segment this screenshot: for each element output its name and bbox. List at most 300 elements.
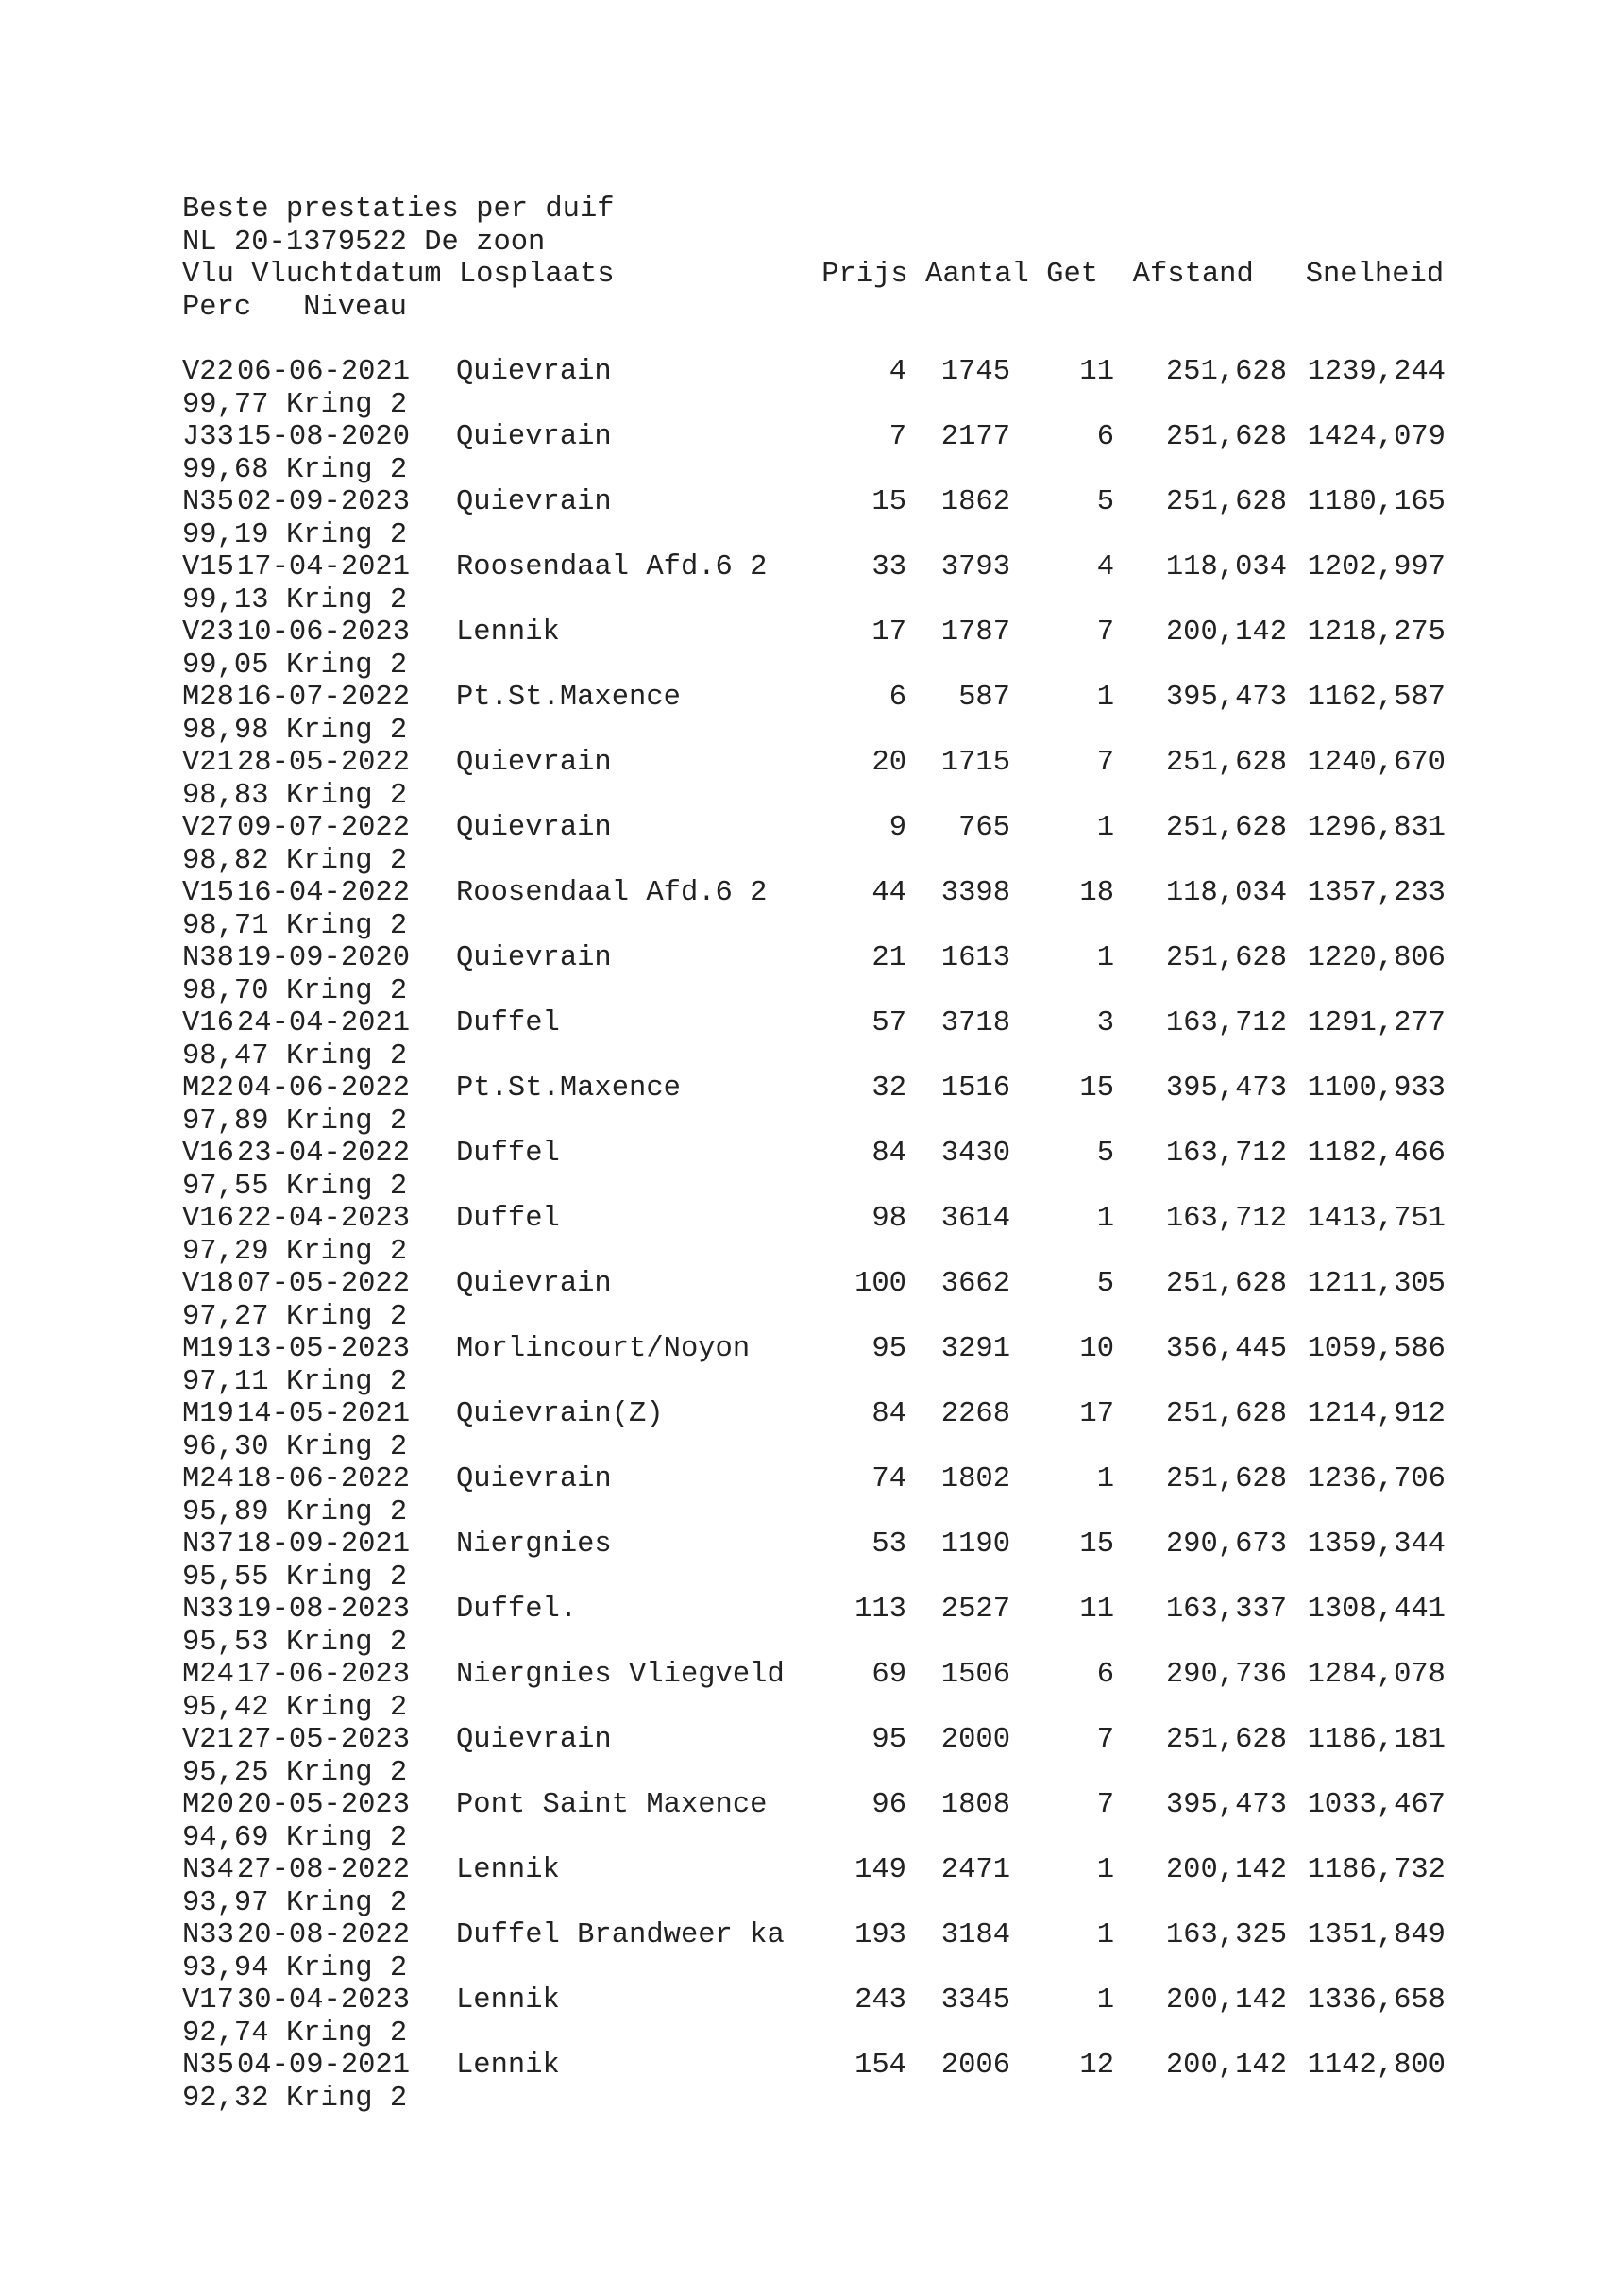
cell-niveau: Kring 2: [286, 974, 408, 1007]
cell-vlu: V22: [182, 356, 234, 388]
cell-afstand: 251,628: [1165, 1398, 1287, 1430]
cell-afstand: 251,628: [1165, 356, 1287, 388]
table-row: [182, 942, 1504, 1007]
cell-afstand: 251,628: [1165, 1268, 1287, 1300]
cell-aantal: 2471: [940, 1854, 1010, 1886]
cell-vlu: N37: [182, 1528, 234, 1561]
cell-snelheid: 1100,933: [1307, 1072, 1446, 1105]
cell-get: 17: [1079, 1398, 1114, 1430]
cell-niveau: Kring 2: [286, 1951, 408, 1984]
cell-afstand: 290,736: [1165, 1659, 1287, 1691]
cell-losplaats: Quievrain: [456, 356, 612, 388]
cell-prijs: 69: [871, 1659, 906, 1691]
cell-date: 06-06-2021: [237, 356, 411, 388]
cell-date: 16-04-2022: [237, 877, 411, 909]
cell-niveau: Kring 2: [286, 1691, 408, 1724]
cell-afstand: 395,473: [1165, 1789, 1287, 1821]
cell-aantal: 1190: [940, 1528, 1010, 1561]
cell-losplaats: Pt.St.Maxence: [456, 682, 681, 714]
cell-snelheid: 1214,912: [1307, 1398, 1446, 1430]
cell-snelheid: 1413,751: [1307, 1203, 1446, 1235]
cell-get: 15: [1079, 1528, 1114, 1561]
cell-niveau: Kring 2: [286, 518, 408, 551]
cell-date: 13-05-2023: [237, 1333, 411, 1365]
cell-afstand: 251,628: [1165, 942, 1287, 974]
cell-niveau: Kring 2: [286, 1170, 408, 1203]
cell-prijs: 74: [871, 1463, 906, 1495]
cell-vlu: V15: [182, 877, 234, 909]
cell-aantal: 3184: [940, 1919, 1010, 1951]
cell-prijs: 9: [888, 812, 906, 844]
cell-aantal: 3614: [940, 1203, 1010, 1235]
cell-niveau: Kring 2: [286, 1430, 408, 1463]
cell-vlu: V27: [182, 812, 234, 844]
cell-get: 1: [1096, 1854, 1114, 1886]
cell-niveau: Kring 2: [286, 1235, 408, 1268]
cell-date: 16-07-2022: [237, 682, 411, 714]
cell-losplaats: Roosendaal Afd.6 2: [456, 877, 768, 909]
cell-perc: 99,77: [182, 388, 269, 421]
column-header-line: Vlu Vluchtdatum Losplaats Prijs Aantal Get Afstand Snelheid: [182, 259, 1445, 291]
table-row: [182, 877, 1504, 942]
cell-date: 18-09-2021: [237, 1528, 411, 1561]
cell-get: 3: [1096, 1007, 1114, 1039]
cell-aantal: 3430: [940, 1138, 1010, 1170]
table-row: [182, 1268, 1504, 1333]
cell-perc: 93,97: [182, 1886, 269, 1919]
cell-perc: 98,82: [182, 844, 269, 877]
cell-prijs: 57: [871, 1007, 906, 1039]
cell-prijs: 53: [871, 1528, 906, 1561]
cell-aantal: 3793: [940, 551, 1010, 583]
cell-afstand: 251,628: [1165, 486, 1287, 518]
table-row: [182, 1659, 1504, 1724]
cell-prijs: 4: [888, 356, 906, 388]
cell-aantal: 765: [958, 812, 1010, 844]
cell-prijs: 84: [871, 1398, 906, 1430]
cell-prijs: 84: [871, 1138, 906, 1170]
cell-vlu: V23: [182, 616, 234, 649]
cell-losplaats: Quievrain: [456, 486, 612, 518]
cell-losplaats: Duffel: [456, 1138, 560, 1170]
cell-niveau: Kring 2: [286, 1039, 408, 1072]
table-row: [182, 1138, 1504, 1203]
cell-losplaats: Quievrain: [456, 1463, 612, 1495]
cell-snelheid: 1424,079: [1307, 421, 1446, 453]
cell-vlu: M24: [182, 1463, 234, 1495]
cell-perc: 97,89: [182, 1105, 269, 1138]
table-row: [182, 1398, 1504, 1463]
cell-aantal: 587: [958, 682, 1010, 714]
cell-vlu: N38: [182, 942, 234, 974]
cell-get: 11: [1079, 356, 1114, 388]
cell-niveau: Kring 2: [286, 844, 408, 877]
cell-date: 04-09-2021: [237, 2050, 411, 2082]
cell-perc: 99,13: [182, 583, 269, 616]
cell-afstand: 200,142: [1165, 2050, 1287, 2082]
cell-date: 02-09-2023: [237, 486, 411, 518]
cell-perc: 98,70: [182, 974, 269, 1007]
cell-afstand: 163,337: [1165, 1594, 1287, 1626]
cell-get: 6: [1096, 1659, 1114, 1691]
cell-perc: 97,11: [182, 1365, 269, 1398]
cell-date: 07-05-2022: [237, 1268, 411, 1300]
cell-snelheid: 1211,305: [1307, 1268, 1446, 1300]
cell-prijs: 95: [871, 1724, 906, 1756]
cell-perc: 93,94: [182, 1951, 269, 1984]
cell-losplaats: Morlincourt/Noyon: [456, 1333, 751, 1365]
cell-vlu: V16: [182, 1007, 234, 1039]
cell-snelheid: 1351,849: [1307, 1919, 1446, 1951]
cell-prijs: 95: [871, 1333, 906, 1365]
cell-snelheid: 1308,441: [1307, 1594, 1446, 1626]
cell-get: 7: [1096, 747, 1114, 779]
cell-losplaats: Quievrain: [456, 942, 612, 974]
cell-afstand: 251,628: [1165, 747, 1287, 779]
cell-perc: 95,25: [182, 1756, 269, 1789]
cell-perc: 94,69: [182, 1821, 269, 1854]
cell-snelheid: 1142,800: [1307, 2050, 1446, 2082]
cell-snelheid: 1239,244: [1307, 356, 1446, 388]
cell-snelheid: 1336,658: [1307, 1984, 1446, 2017]
cell-afstand: 200,142: [1165, 1854, 1287, 1886]
cell-vlu: M19: [182, 1398, 234, 1430]
cell-perc: 98,71: [182, 909, 269, 942]
cell-date: 30-04-2023: [237, 1984, 411, 2017]
cell-aantal: 2268: [940, 1398, 1010, 1430]
cell-niveau: Kring 2: [286, 1886, 408, 1919]
cell-prijs: 17: [871, 616, 906, 649]
cell-losplaats: Quievrain: [456, 1724, 612, 1756]
table-row: [182, 1594, 1504, 1659]
cell-date: 17-06-2023: [237, 1659, 411, 1691]
cell-losplaats: Roosendaal Afd.6 2: [456, 551, 768, 583]
cell-snelheid: 1236,706: [1307, 1463, 1446, 1495]
cell-date: 10-06-2023: [237, 616, 411, 649]
cell-vlu: V18: [182, 1268, 234, 1300]
cell-vlu: V15: [182, 551, 234, 583]
cell-vlu: J33: [182, 421, 234, 453]
table-row: [182, 1333, 1504, 1398]
cell-afstand: 163,325: [1165, 1919, 1287, 1951]
cell-snelheid: 1186,181: [1307, 1724, 1446, 1756]
cell-aantal: 1802: [940, 1463, 1010, 1495]
cell-perc: 97,29: [182, 1235, 269, 1268]
cell-get: 1: [1096, 1919, 1114, 1951]
cell-vlu: M22: [182, 1072, 234, 1105]
cell-get: 1: [1096, 812, 1114, 844]
cell-prijs: 243: [854, 1984, 906, 2017]
cell-niveau: Kring 2: [286, 714, 408, 747]
cell-vlu: N33: [182, 1594, 234, 1626]
cell-get: 4: [1096, 551, 1114, 583]
cell-vlu: N35: [182, 486, 234, 518]
cell-prijs: 113: [854, 1594, 906, 1626]
cell-date: 19-09-2020: [237, 942, 411, 974]
cell-niveau: Kring 2: [286, 779, 408, 812]
cell-date: 22-04-2023: [237, 1203, 411, 1235]
cell-losplaats: Quievrain(Z): [456, 1398, 664, 1430]
cell-get: 7: [1096, 1789, 1114, 1821]
table-row: [182, 421, 1504, 486]
cell-vlu: N33: [182, 1919, 234, 1951]
cell-get: 15: [1079, 1072, 1114, 1105]
cell-aantal: 1808: [940, 1789, 1010, 1821]
cell-perc: 98,47: [182, 1039, 269, 1072]
cell-date: 27-08-2022: [237, 1854, 411, 1886]
cell-niveau: Kring 2: [286, 1626, 408, 1659]
cell-date: 20-05-2023: [237, 1789, 411, 1821]
cell-get: 1: [1096, 1984, 1114, 2017]
table-row: [182, 1724, 1504, 1789]
cell-losplaats: Quievrain: [456, 421, 612, 453]
cell-aantal: 3398: [940, 877, 1010, 909]
cell-date: 04-06-2022: [237, 1072, 411, 1105]
cell-vlu: V21: [182, 1724, 234, 1756]
cell-vlu: M19: [182, 1333, 234, 1365]
cell-prijs: 15: [871, 486, 906, 518]
cell-niveau: Kring 2: [286, 583, 408, 616]
cell-snelheid: 1202,997: [1307, 551, 1446, 583]
table-row: [182, 1203, 1504, 1268]
cell-aantal: 1516: [940, 1072, 1010, 1105]
cell-losplaats: Duffel.: [456, 1594, 578, 1626]
cell-get: 7: [1096, 1724, 1114, 1756]
cell-niveau: Kring 2: [286, 2017, 408, 2050]
cell-afstand: 251,628: [1165, 1463, 1287, 1495]
table-row: [182, 1919, 1504, 1984]
cell-niveau: Kring 2: [286, 1105, 408, 1138]
cell-niveau: Kring 2: [286, 1495, 408, 1528]
table-row: [182, 1072, 1504, 1138]
cell-snelheid: 1186,732: [1307, 1854, 1446, 1886]
cell-date: 20-08-2022: [237, 1919, 411, 1951]
cell-prijs: 154: [854, 2050, 906, 2082]
cell-niveau: Kring 2: [286, 1561, 408, 1594]
table-row: [182, 616, 1504, 682]
cell-snelheid: 1182,466: [1307, 1138, 1446, 1170]
cell-aantal: 3291: [940, 1333, 1010, 1365]
cell-vlu: M20: [182, 1789, 234, 1821]
cell-prijs: 96: [871, 1789, 906, 1821]
cell-aantal: 1715: [940, 747, 1010, 779]
cell-snelheid: 1357,233: [1307, 877, 1446, 909]
cell-date: 23-04-2022: [237, 1138, 411, 1170]
cell-snelheid: 1220,806: [1307, 942, 1446, 974]
cell-afstand: 395,473: [1165, 1072, 1287, 1105]
cell-perc: 95,42: [182, 1691, 269, 1724]
pigeon-id: NL 20-1379522 De zoon: [182, 227, 546, 259]
cell-niveau: Kring 2: [286, 649, 408, 682]
cell-prijs: 100: [854, 1268, 906, 1300]
cell-afstand: 118,034: [1165, 551, 1287, 583]
cell-perc: 97,55: [182, 1170, 269, 1203]
cell-aantal: 1787: [940, 616, 1010, 649]
cell-snelheid: 1059,586: [1307, 1333, 1446, 1365]
cell-snelheid: 1218,275: [1307, 616, 1446, 649]
cell-perc: 95,53: [182, 1626, 269, 1659]
cell-losplaats: Duffel: [456, 1203, 560, 1235]
cell-vlu: V21: [182, 747, 234, 779]
cell-get: 6: [1096, 421, 1114, 453]
cell-aantal: 2006: [940, 2050, 1010, 2082]
cell-aantal: 2177: [940, 421, 1010, 453]
table-row: [182, 356, 1504, 421]
cell-niveau: Kring 2: [286, 388, 408, 421]
cell-niveau: Kring 2: [286, 909, 408, 942]
table-row: [182, 747, 1504, 812]
table-row: [182, 1789, 1504, 1854]
cell-vlu: N34: [182, 1854, 234, 1886]
table-row: [182, 1854, 1504, 1919]
cell-afstand: 163,712: [1165, 1203, 1287, 1235]
cell-date: 18-06-2022: [237, 1463, 411, 1495]
cell-prijs: 149: [854, 1854, 906, 1886]
cell-afstand: 163,712: [1165, 1007, 1287, 1039]
cell-perc: 99,19: [182, 518, 269, 551]
cell-date: 15-08-2020: [237, 421, 411, 453]
cell-aantal: 3662: [940, 1268, 1010, 1300]
cell-get: 12: [1079, 2050, 1114, 2082]
cell-aantal: 1862: [940, 486, 1010, 518]
cell-date: 19-08-2023: [237, 1594, 411, 1626]
table-row: [182, 551, 1504, 616]
table-row: [182, 1007, 1504, 1072]
cell-prijs: 7: [888, 421, 906, 453]
cell-perc: 95,89: [182, 1495, 269, 1528]
cell-niveau: Kring 2: [286, 1756, 408, 1789]
cell-date: 27-05-2023: [237, 1724, 411, 1756]
cell-vlu: M24: [182, 1659, 234, 1691]
cell-perc: 97,27: [182, 1300, 269, 1333]
cell-snelheid: 1162,587: [1307, 682, 1446, 714]
cell-losplaats: Lennik: [456, 1854, 560, 1886]
cell-niveau: Kring 2: [286, 2082, 408, 2115]
cell-snelheid: 1284,078: [1307, 1659, 1446, 1691]
cell-afstand: 251,628: [1165, 421, 1287, 453]
table-row: [182, 682, 1504, 747]
cell-get: 5: [1096, 486, 1114, 518]
cell-vlu: V16: [182, 1203, 234, 1235]
records-list: [182, 356, 1504, 2115]
cell-losplaats: Niergnies: [456, 1528, 612, 1561]
cell-prijs: 6: [888, 682, 906, 714]
cell-perc: 92,74: [182, 2017, 269, 2050]
cell-get: 1: [1096, 942, 1114, 974]
table-row: [182, 1984, 1504, 2050]
cell-afstand: 356,445: [1165, 1333, 1287, 1365]
cell-vlu: V16: [182, 1138, 234, 1170]
cell-afstand: 200,142: [1165, 616, 1287, 649]
cell-prijs: 193: [854, 1919, 906, 1951]
table-row: [182, 812, 1504, 877]
cell-get: 1: [1096, 1463, 1114, 1495]
cell-vlu: N35: [182, 2050, 234, 2082]
column-header-line-2: Perc Niveau: [182, 292, 407, 324]
cell-date: 14-05-2021: [237, 1398, 411, 1430]
cell-afstand: 251,628: [1165, 812, 1287, 844]
cell-aantal: 2000: [940, 1724, 1010, 1756]
cell-get: 18: [1079, 877, 1114, 909]
cell-aantal: 1506: [940, 1659, 1010, 1691]
cell-losplaats: Quievrain: [456, 747, 612, 779]
cell-niveau: Kring 2: [286, 453, 408, 486]
cell-aantal: 1613: [940, 942, 1010, 974]
cell-snelheid: 1291,277: [1307, 1007, 1446, 1039]
cell-get: 10: [1079, 1333, 1114, 1365]
cell-perc: 98,98: [182, 714, 269, 747]
cell-niveau: Kring 2: [286, 1365, 408, 1398]
cell-get: 1: [1096, 682, 1114, 714]
cell-date: 09-07-2022: [237, 812, 411, 844]
cell-afstand: 251,628: [1165, 1724, 1287, 1756]
cell-snelheid: 1240,670: [1307, 747, 1446, 779]
cell-perc: 99,68: [182, 453, 269, 486]
cell-perc: 96,30: [182, 1430, 269, 1463]
table-row: [182, 1528, 1504, 1594]
cell-losplaats: Quievrain: [456, 812, 612, 844]
report-title: Beste prestaties per duif: [182, 194, 615, 226]
cell-losplaats: Duffel Brandweer ka: [456, 1919, 785, 1951]
cell-losplaats: Duffel: [456, 1007, 560, 1039]
cell-losplaats: Pt.St.Maxence: [456, 1072, 681, 1105]
cell-perc: 99,05: [182, 649, 269, 682]
cell-losplaats: Lennik: [456, 1984, 560, 2017]
cell-losplaats: Niergnies Vliegveld: [456, 1659, 785, 1691]
table-row: [182, 486, 1504, 551]
cell-date: 17-04-2021: [237, 551, 411, 583]
cell-snelheid: 1033,467: [1307, 1789, 1446, 1821]
cell-niveau: Kring 2: [286, 1821, 408, 1854]
cell-afstand: 163,712: [1165, 1138, 1287, 1170]
cell-snelheid: 1359,344: [1307, 1528, 1446, 1561]
cell-losplaats: Lennik: [456, 616, 560, 649]
cell-get: 7: [1096, 616, 1114, 649]
cell-get: 1: [1096, 1203, 1114, 1235]
cell-prijs: 98: [871, 1203, 906, 1235]
cell-date: 28-05-2022: [237, 747, 411, 779]
cell-snelheid: 1296,831: [1307, 812, 1446, 844]
cell-niveau: Kring 2: [286, 1300, 408, 1333]
cell-get: 11: [1079, 1594, 1114, 1626]
cell-losplaats: Lennik: [456, 2050, 560, 2082]
cell-prijs: 21: [871, 942, 906, 974]
cell-prijs: 32: [871, 1072, 906, 1105]
cell-aantal: 3718: [940, 1007, 1010, 1039]
cell-losplaats: Quievrain: [456, 1268, 612, 1300]
cell-prijs: 33: [871, 551, 906, 583]
cell-vlu: M28: [182, 682, 234, 714]
cell-snelheid: 1180,165: [1307, 486, 1446, 518]
cell-afstand: 290,673: [1165, 1528, 1287, 1561]
cell-get: 5: [1096, 1268, 1114, 1300]
cell-perc: 98,83: [182, 779, 269, 812]
cell-perc: 92,32: [182, 2082, 269, 2115]
cell-aantal: 3345: [940, 1984, 1010, 2017]
cell-aantal: 2527: [940, 1594, 1010, 1626]
cell-prijs: 20: [871, 747, 906, 779]
cell-aantal: 1745: [940, 356, 1010, 388]
cell-date: 24-04-2021: [237, 1007, 411, 1039]
table-row: [182, 1463, 1504, 1528]
cell-perc: 95,55: [182, 1561, 269, 1594]
cell-afstand: 118,034: [1165, 877, 1287, 909]
cell-afstand: 200,142: [1165, 1984, 1287, 2017]
cell-get: 5: [1096, 1138, 1114, 1170]
cell-afstand: 395,473: [1165, 682, 1287, 714]
cell-prijs: 44: [871, 877, 906, 909]
cell-losplaats: Pont Saint Maxence: [456, 1789, 768, 1821]
